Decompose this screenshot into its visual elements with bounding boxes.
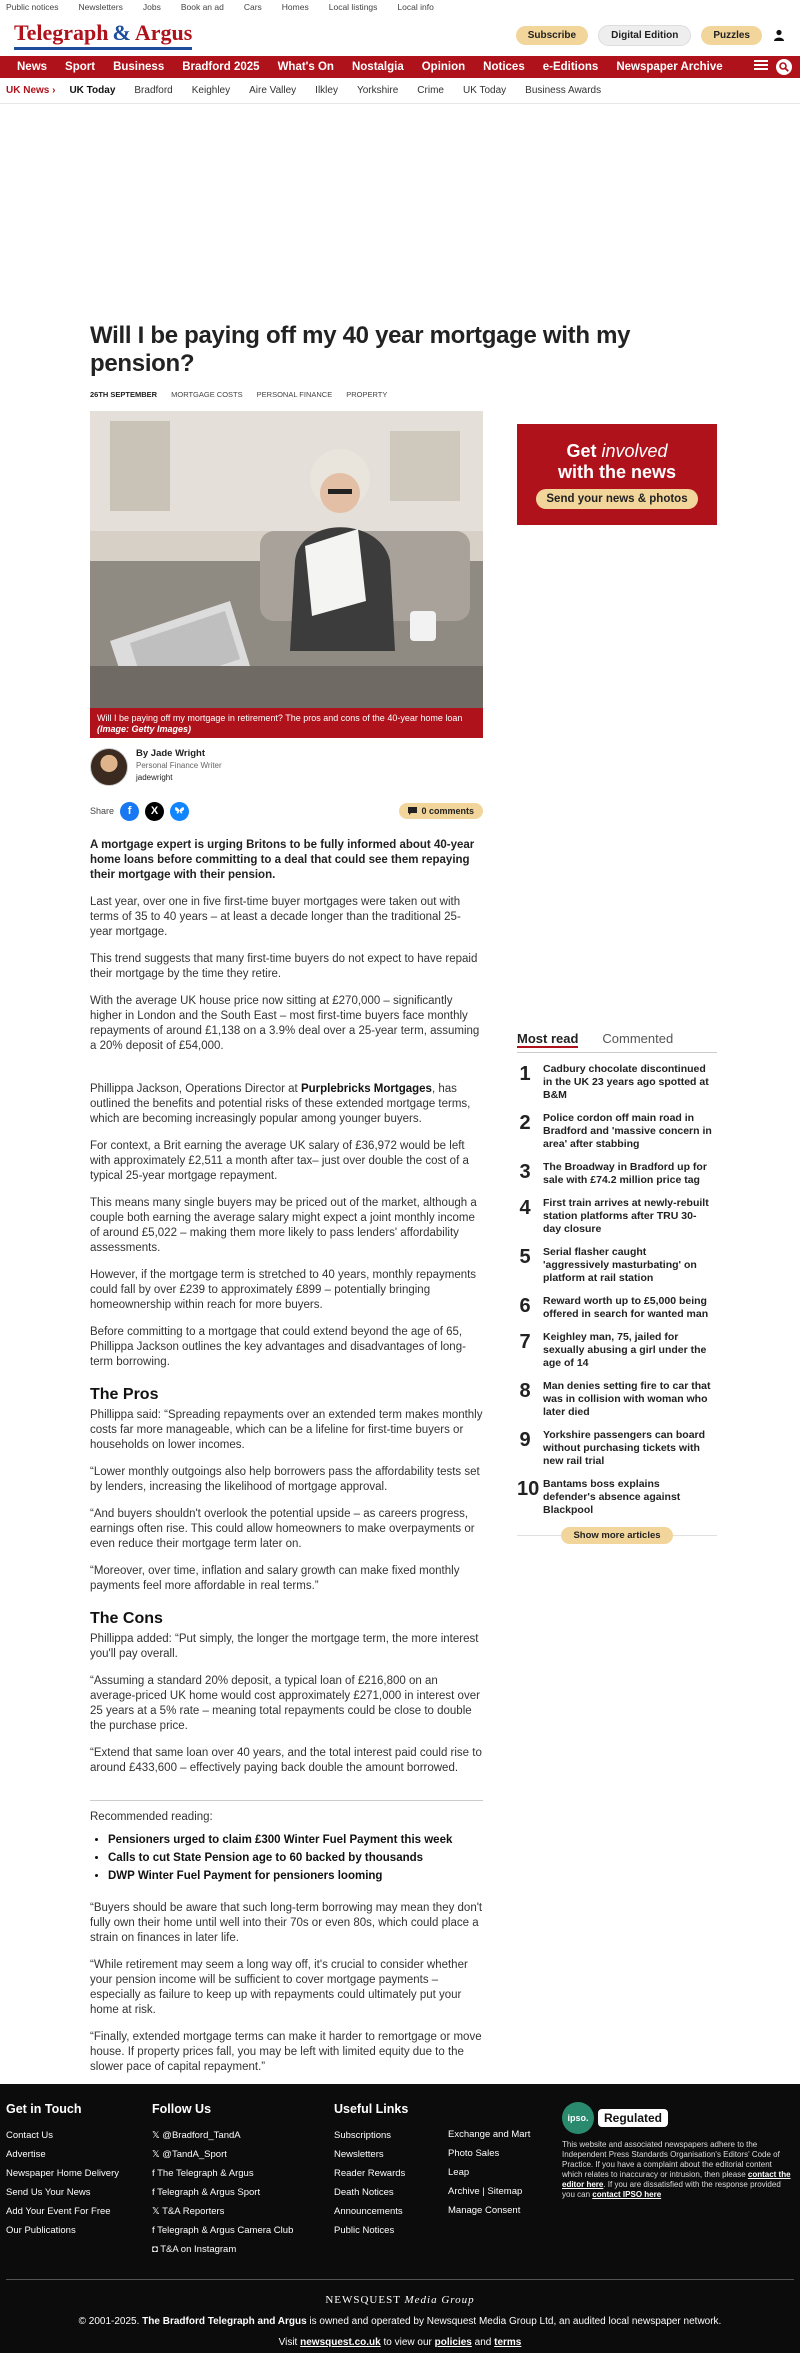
x-icon: 𝕏 (152, 2206, 163, 2217)
list-number: 7 (519, 1331, 531, 1353)
main-nav (0, 56, 800, 78)
send-news-button[interactable]: Send your news & photos (536, 489, 697, 509)
list-item[interactable] (517, 1331, 717, 1370)
copyright-b: The Bradford Telegraph and Argus (142, 2316, 307, 2327)
social-label: @TandA_Sport (162, 2149, 227, 2160)
nav-item-bradford-2025[interactable]: Bradford 2025 (182, 61, 260, 73)
article-paragraph: “Buyers should be aware that such long-term borrowing may mean they don't fully own their home until well into their 70s or even 80s, which could place a strain on finances in later life. (90, 1902, 483, 1944)
list-headline[interactable]: Keighley man, 75, jailed for sexually abusing a girl under the age of 14 (543, 1331, 707, 1369)
tab-most-read[interactable]: Most read (517, 1031, 579, 1046)
nav-item-business[interactable]: Business (113, 61, 165, 73)
policies-link[interactable]: policies (434, 2337, 472, 2348)
utility-bar (0, 0, 800, 14)
sub-nav (0, 78, 800, 104)
list-number: 2 (519, 1112, 531, 1134)
article-paragraph: Phillippa added: “Put simply, the longer the mortgage term, the more interest you'll pay overall. (90, 1633, 479, 1660)
article-tag[interactable]: PERSONAL FINANCE (256, 390, 333, 399)
x-icon: 𝕏 (152, 2130, 163, 2141)
footer-link[interactable]: Reader Rewards (334, 2168, 406, 2179)
utility-link[interactable]: Jobs (142, 2, 161, 12)
site-logo[interactable] (14, 20, 192, 50)
footer-link[interactable]: Newsletters (334, 2149, 384, 2160)
show-more-wrapper (517, 1530, 717, 1553)
comments-count: 0 comments (421, 806, 474, 816)
list-headline[interactable]: The Broadway in Bradford up for sale with £74.2 million price tag (543, 1161, 707, 1186)
site-header (0, 14, 800, 56)
tab-commented[interactable]: Commented (602, 1031, 674, 1046)
recommended-reading (90, 1800, 483, 1885)
nav-item-whats-on[interactable]: What's On (277, 61, 334, 73)
list-number: 10 (517, 1478, 540, 1500)
caption-text: Will I be paying off my mortgage in retirement? The pros and cons of the 40-year home loan (97, 713, 463, 723)
utility-link[interactable]: Newsletters (78, 2, 123, 12)
ipso-logo[interactable] (562, 2102, 792, 2134)
list-item[interactable] (517, 1246, 717, 1285)
comments-button[interactable] (399, 803, 483, 819)
terms-link[interactable]: terms (494, 2337, 522, 2348)
footer-divider (6, 2279, 794, 2280)
nav-item-e-editions[interactable]: e-Editions (542, 61, 599, 73)
article-column (90, 411, 483, 2136)
footer-link[interactable]: Add Your Event For Free (6, 2206, 111, 2217)
article-meta (90, 390, 800, 399)
list-headline[interactable]: Bantams boss explains defender's absence against Blackpool (543, 1478, 681, 1516)
promo-line-1b: involved (601, 440, 668, 461)
p4-text-a: Phillippa Jackson, Operations Director at (90, 1083, 301, 1095)
facebook-icon: f (152, 2187, 158, 2198)
ipso-text (562, 2140, 792, 2200)
article-paragraph (90, 1082, 483, 1127)
subnav-item[interactable]: UK Today (69, 85, 116, 96)
contact-editor-link[interactable]: contact the editor here (562, 2170, 791, 2189)
hero-illustration (90, 411, 483, 708)
sidebar (517, 411, 717, 2136)
subnav-item[interactable]: Bradford (134, 85, 173, 96)
social-label: Telegraph & Argus Sport (157, 2187, 261, 2198)
article-tag[interactable]: PROPERTY (346, 390, 388, 399)
recommended-link[interactable]: • Calls to cut State Pension age to 60 backed by thousands (108, 1849, 483, 1867)
footer-link[interactable]: Leap (448, 2167, 470, 2178)
footer-ipso (562, 2102, 792, 2259)
list-number: 8 (519, 1380, 531, 1402)
list-headline[interactable]: Serial flasher caught 'aggressively masturbating' on platform at rail station (543, 1246, 697, 1284)
footer-link[interactable]: Newspaper Home Delivery (6, 2168, 119, 2179)
footer-link[interactable]: Death Notices (334, 2187, 394, 2198)
x-icon[interactable]: X (145, 802, 164, 821)
footer-social-link[interactable] (152, 2145, 334, 2164)
caption-credit: (Image: Getty Images) (97, 724, 192, 734)
purplebricks-link[interactable]: Purplebricks Mortgages (300, 1083, 432, 1095)
footer-useful-links-2 (448, 2102, 562, 2259)
footer-social-link[interactable] (152, 2202, 334, 2221)
footer-heading: Get in Touch (6, 2102, 82, 2116)
subnav-item[interactable]: Yorkshire (356, 85, 399, 96)
list-number: 3 (519, 1161, 531, 1183)
copyright-line (0, 2316, 800, 2327)
list-item[interactable] (517, 1063, 717, 1102)
social-label: @Bradford_TandA (162, 2130, 241, 2141)
nav-item-nostalgia[interactable]: Nostalgia (351, 61, 404, 73)
p4-text-c: , has outlined the benefits and potential risks of these extended mortgage terms, which are becoming increasingly popular among younger buyers. (90, 1083, 471, 1125)
footer-link[interactable]: Manage Consent (448, 2205, 521, 2216)
logo-right: Argus (134, 20, 193, 45)
newsquest-logo[interactable] (0, 2294, 800, 2306)
footer-link[interactable]: Our Publications (6, 2225, 76, 2236)
copyright-c: is owned and operated by Newsquest Media Group Ltd, an audited local newspaper network. (306, 2316, 722, 2327)
footer-link[interactable]: Advertise (6, 2149, 46, 2160)
footer-heading: Follow Us (152, 2102, 212, 2116)
utility-link[interactable]: Book an ad (180, 2, 224, 12)
nav-item-newspaper-archive[interactable]: Newspaper Archive (616, 61, 723, 73)
list-headline[interactable]: Man denies setting fire to car that was in collision with woman who later died (543, 1380, 711, 1418)
logo-left: Telegraph (14, 20, 109, 45)
footer-social-link[interactable] (152, 2240, 334, 2259)
facebook-icon: f (152, 2225, 158, 2236)
heading-pros: The Pros (90, 1386, 159, 1403)
article-lead: A mortgage expert is urging Britons to be fully informed about 40-year home loans before committing to a deal that could see them repaying their mortgage with their pension. (90, 839, 475, 881)
article-paragraph: Last year, over one in five first-time buyer mortgages were taken out with terms of 35 to 40 years – at least a decade longer than the traditional 25-year mortgage. (90, 896, 461, 938)
facebook-icon[interactable]: f (120, 802, 139, 821)
utility-link[interactable]: Local info (397, 2, 434, 12)
hero-caption (90, 708, 483, 738)
subscribe-button[interactable]: Subscribe (516, 26, 588, 45)
subnav-item[interactable]: Business Awards (525, 85, 602, 96)
footer-social-link[interactable] (152, 2221, 334, 2240)
footer-get-in-touch (6, 2102, 152, 2259)
author-name[interactable]: By Jade Wright (136, 748, 205, 759)
footer-bottom (0, 2294, 800, 2369)
list-headline[interactable]: Yorkshire passengers can board without purchasing tickets with new rail trial (543, 1429, 706, 1467)
list-item[interactable] (517, 1112, 717, 1151)
logo-amp: & (112, 20, 131, 45)
list-headline[interactable]: Cadbury chocolate discontinued in the UK 23 years ago spotted at B&M (543, 1063, 709, 1101)
newsquest-name: NEWSQUEST (325, 2294, 401, 2306)
instagram-icon: ◘ (152, 2244, 161, 2255)
article-title: Will I be paying off my 40 year mortgage with my pension? (90, 322, 631, 377)
list-headline[interactable]: Police cordon off main road in Bradford and 'massive concern in area' after stabbing (543, 1112, 712, 1150)
social-label: Telegraph & Argus Camera Club (157, 2225, 294, 2236)
account-icon[interactable] (772, 28, 786, 42)
avatar[interactable] (90, 748, 128, 786)
article-paragraph: “Extend that same loan over 40 years, and the total interest paid could rise to around £433,600 – effectively paying back double the amount borrowed. (90, 1747, 482, 1774)
most-read-panel (517, 1031, 717, 1553)
comment-icon (408, 807, 417, 815)
list-item[interactable] (517, 1429, 717, 1468)
list-number: 9 (519, 1429, 531, 1451)
list-item[interactable] (517, 1161, 717, 1187)
visit-line (0, 2337, 800, 2348)
utility-link[interactable]: Homes (281, 2, 309, 12)
menu-icon[interactable] (754, 58, 768, 76)
author-role: Personal Finance Writer (136, 761, 222, 770)
subnav-item[interactable]: UK Today (462, 85, 507, 96)
footer-follow-us (152, 2102, 334, 2259)
list-number: 5 (519, 1246, 531, 1268)
facebook-icon: f (152, 2168, 158, 2179)
article-paragraph: This means many single buyers may be priced out of the market, although a couple both earning the average salary might expect a joint monthly income of around £5,022 – making them more likely to pass lenders' affordability assessments. (90, 1197, 477, 1254)
article-paragraph: However, if the mortgage term is stretched to 40 years, monthly repayments could fall by over £239 to approximately £899 – potentially bringing homeownership within reach for more buyers. (90, 1269, 477, 1311)
contact-ipso-link[interactable]: contact IPSO here (592, 2190, 662, 2199)
social-label: T&A Reporters (162, 2206, 225, 2217)
social-label: The Telegraph & Argus (157, 2168, 254, 2179)
address-line: The Echo Building, 18 Albert Road, Bournemouth, England BH1 1BZ. Registered in England & Wales | 01676637 (149, 2358, 651, 2369)
footer-link[interactable]: Subscriptions (334, 2130, 392, 2141)
list-number: 4 (519, 1197, 531, 1219)
list-item[interactable] (517, 1295, 717, 1321)
article-date: 26TH SEPTEMBER (90, 390, 158, 399)
recommended-title: Recommended reading: (90, 1811, 213, 1823)
list-number: 6 (519, 1295, 531, 1317)
site-footer (0, 2084, 800, 2369)
article-body (90, 838, 483, 2075)
media-group: Media Group (404, 2294, 475, 2306)
visit-b: to view our (380, 2337, 435, 2348)
footer-heading: Useful Links (334, 2102, 409, 2116)
send-news-promo (517, 424, 717, 525)
recommended-link[interactable]: • Pensioners urged to claim £300 Winter Fuel Payment this week (108, 1831, 483, 1849)
and-text: and (471, 2337, 495, 2348)
visit-a: Visit (278, 2337, 301, 2348)
subnav-section-uk-news[interactable]: UK News › (6, 85, 56, 96)
footer-link[interactable]: Contact Us (6, 2130, 53, 2141)
list-number: 1 (519, 1063, 531, 1085)
digital-edition-button[interactable]: Digital Edition (598, 25, 691, 46)
article-paragraph: Before committing to a mortgage that could extend beyond the age of 65, Phillippa Jackson outlines the key advantages and disadvantages of long-term borrowing. (90, 1326, 466, 1368)
recommended-link[interactable]: • DWP Winter Fuel Payment for pensioners looming (108, 1867, 483, 1885)
footer-social-link[interactable] (152, 2164, 334, 2183)
article-paragraph: “Assuming a standard 20% deposit, a typical loan of £216,800 on an average-priced UK home would cost approximately £271,000 in interest over 25 years at a 5% rate – meaning total repayments could be close to double the purchase price. (90, 1675, 480, 1732)
list-item[interactable] (517, 1197, 717, 1236)
article-paragraph: With the average UK house price now sitting at £270,000 – significantly higher in London and the South East – most first-time buyers face monthly repayments of around £1,138 on a 3.9% deal over a 25-year term, assuming a 20% deposit of £54,000. (90, 995, 480, 1052)
footer-social-link[interactable] (152, 2126, 334, 2145)
puzzles-button[interactable]: Puzzles (701, 26, 762, 45)
article-paragraph: “And buyers shouldn't overlook the potential upside – as careers progress, earnings often rise. This could allow homeowners to make overpayments or even reduce their mortgage term later on. (90, 1508, 475, 1550)
list-headline[interactable]: First train arrives at newly-rebuilt station platforms after TRU 30-day closure (543, 1197, 709, 1235)
author-block (90, 748, 483, 786)
author-handle[interactable]: jadewright (136, 773, 173, 782)
footer-link[interactable]: Public Notices (334, 2225, 395, 2236)
subnav-item[interactable]: Keighley (191, 85, 231, 96)
footer-social-link[interactable] (152, 2183, 334, 2202)
show-more-button[interactable]: Show more articles (561, 1527, 672, 1544)
utility-link[interactable]: Cars (243, 2, 262, 12)
hero-image (90, 411, 483, 708)
footer-useful-links (334, 2102, 448, 2259)
content-area (90, 411, 800, 2136)
article-paragraph: Phillippa said: “Spreading repayments over an extended term makes monthly costs far more manageable, which can be a lifeline for first-time buyers or households on lower incomes. (90, 1409, 483, 1451)
article-paragraph: “Moreover, over time, inflation and salary growth can make fixed monthly payments feel more affordable in real terms.” (90, 1565, 460, 1592)
promo-line-1a: Get (566, 440, 602, 461)
subnav-item[interactable]: Ilkley (315, 85, 338, 96)
x-icon: 𝕏 (152, 2149, 163, 2160)
article-paragraph: “Finally, extended mortgage terms can make it harder to remortgage or move house. If property prices fall, you may be left with limited equity due to the slower pace of capital repayment.” (90, 2031, 482, 2073)
heading-cons: The Cons (90, 1610, 163, 1627)
copyright-a: © 2001-2025. (78, 2316, 143, 2327)
nav-item-news[interactable]: News (17, 61, 48, 73)
article-paragraph: “While retirement may seem a long way off, it's crucial to consider whether your pension income will be sufficient to cover mortgage payments – especially as failure to keep up with repayments could ultimately put your home at risk. (90, 1959, 468, 2016)
article-paragraph: This trend suggests that many first-time buyers do not expect to have repaid their mortgage by the time they retire. (90, 953, 478, 980)
nav-item-notices[interactable]: Notices (483, 61, 525, 73)
footer-link[interactable]: Send Us Your News (6, 2187, 91, 2198)
bluesky-icon[interactable] (170, 802, 189, 821)
ipso-regulated: Regulated (598, 2109, 668, 2127)
ipso-text-1: This website and associated newspapers adhere to the Independent Press Standards Organisation's Editors' Code of Practice. If you have a complaint about the editorial content which relates to inaccuracy or intrusion, then please (562, 2140, 780, 2179)
list-item[interactable] (517, 1380, 717, 1419)
share-label: Share (90, 806, 115, 816)
footer-link[interactable]: Exchange and Mart (448, 2129, 531, 2140)
list-item[interactable] (517, 1478, 717, 1517)
nav-item-opinion[interactable]: Opinion (421, 61, 466, 73)
footer-link[interactable]: Announcements (334, 2206, 403, 2217)
article-tag[interactable]: MORTGAGE COSTS (171, 390, 243, 399)
advert-space (0, 104, 800, 322)
ipso-mark: ipso. (562, 2102, 594, 2134)
subnav-item[interactable]: Crime (417, 85, 444, 96)
list-headline[interactable]: Reward worth up to £5,000 being offered in search for wanted man (543, 1295, 709, 1320)
newsquest-link[interactable]: newsquest.co.uk (300, 2337, 381, 2348)
utility-link[interactable]: Local listings (328, 2, 378, 12)
footer-link[interactable]: Photo Sales (448, 2148, 500, 2159)
footer-link[interactable]: Archive | Sitemap (448, 2186, 523, 2197)
article-paragraph: For context, a Brit earning the average UK salary of £36,972 would be left with approximately £2,511 a month after tax– just over double the cost of a typical 25-year mortgage repayment. (90, 1140, 469, 1182)
share-bar (90, 800, 483, 822)
promo-line-1 (566, 441, 667, 462)
promo-line-2: with the news (557, 461, 676, 482)
social-label: T&A on Instagram (160, 2244, 237, 2255)
utility-link[interactable]: Public notices (6, 2, 59, 12)
subnav-item[interactable]: Aire Valley (249, 85, 297, 96)
article-paragraph: “Lower monthly outgoings also help borrowers pass the affordability tests set by lenders, increasing the likelihood of mortgage approval. (90, 1466, 480, 1493)
search-icon[interactable] (776, 59, 792, 75)
ipso-text-2: . If you are dissatisfied with the response provided you can (562, 2180, 781, 2199)
nav-item-sport[interactable]: Sport (65, 61, 96, 73)
